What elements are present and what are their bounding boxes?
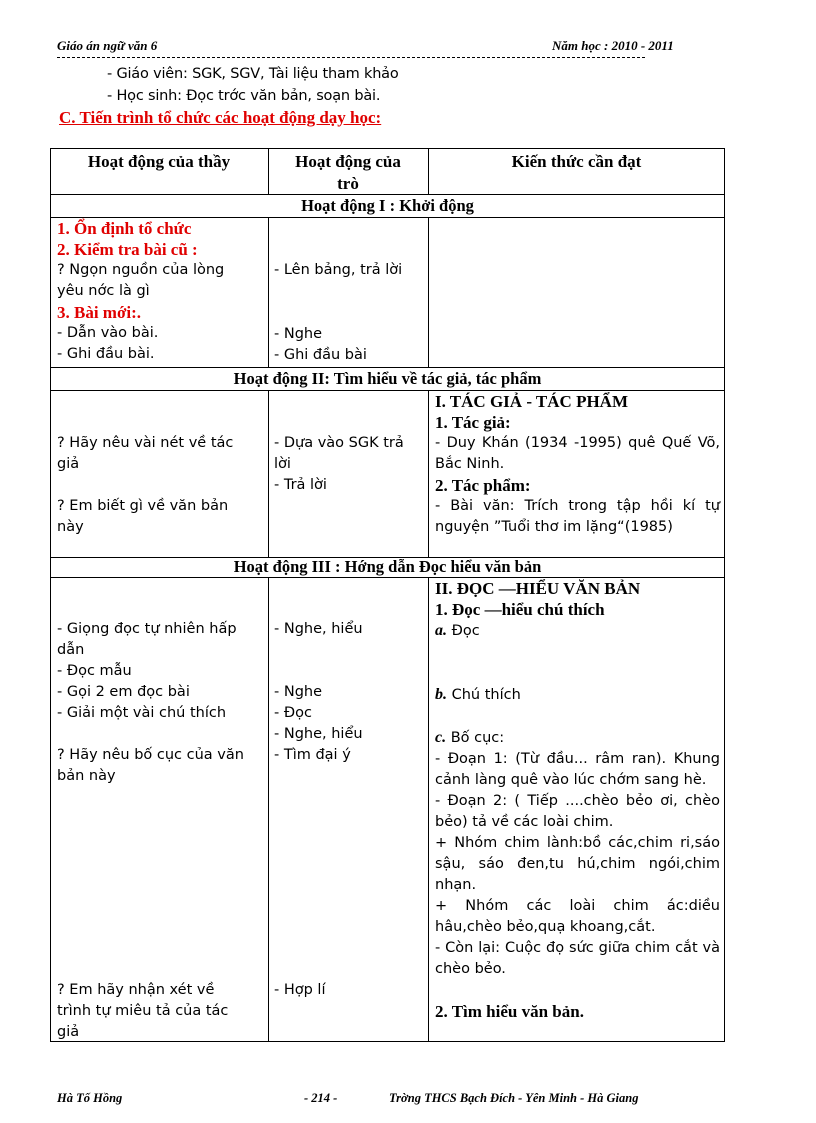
spacer <box>435 706 720 727</box>
question-line: giả <box>57 1024 80 1040</box>
question-line: ? Hãy nêu vài nét về tác <box>57 435 234 451</box>
activity-1-title: Hoạt động I : Khởi động <box>301 196 474 215</box>
header-subject: Giáo án ngữ văn 6 <box>57 38 158 53</box>
activity-2-knowledge <box>435 391 720 538</box>
activity-1-student-answer: - Lên bảng, trả lời <box>274 262 403 278</box>
section-title: C. Tiến trình tổ chức các hoạt động dạy học: <box>59 108 382 127</box>
teacher-line: - Đọc mẫu <box>57 663 132 679</box>
item-letter: b. <box>435 686 447 703</box>
footer-school: Trờng THCS Bạch Đích - Yên Minh - Hà Giang <box>389 1091 639 1105</box>
activity-3-student-3: - Hợp lí <box>274 982 326 998</box>
teacher-line: - Gọi 2 em đọc bài <box>57 684 190 700</box>
table-rule <box>268 390 269 557</box>
table-rule <box>268 217 269 367</box>
knowledge-text: - Đoạn 1: (Từ đầu... râm ran). Khung cảnh làng quê vào lúc chớm sang hè. <box>435 751 720 788</box>
knowledge-subheading: 2. Tác phẩm: <box>435 476 531 495</box>
table-rule <box>428 577 429 1041</box>
knowledge-heading: I. TÁC GIẢ - TÁC PHẨM <box>435 392 628 411</box>
step-stabilize: 1. Ổn định tổ chức <box>57 219 192 238</box>
question-line: này <box>57 519 84 535</box>
activity-3-teacher <box>57 619 265 787</box>
question-line: trình tự miêu tả của tác <box>57 1003 229 1019</box>
knowledge-item <box>435 727 720 749</box>
knowledge-text: - Còn lại: Cuộc đọ sức giữa chim cắt và chèo bẻo. <box>435 940 720 977</box>
knowledge-text: + Nhóm các loài chim ác:diều hâu,chèo bẻo,quạ khoang,cắt. <box>435 898 720 935</box>
knowledge-item <box>435 620 720 642</box>
header-student-line-1: Hoạt động của <box>295 152 401 171</box>
question-line: ? Ngọn nguồn của lòng <box>57 262 225 278</box>
spacer <box>435 663 720 684</box>
question-line: yêu nớc là gì <box>57 283 150 299</box>
footer-page-number: - 214 - <box>304 1091 338 1105</box>
spacer <box>435 980 720 1001</box>
prep-teacher: - Giáo viên: SGK, SGV, Tài liệu tham khảo <box>107 66 399 82</box>
table-rule <box>428 217 429 367</box>
activity-3-teacher-q2 <box>57 980 265 1043</box>
spacer <box>435 642 720 663</box>
item-letter: a. <box>435 622 447 639</box>
item-text: Chú thích <box>447 687 521 703</box>
activity-3-title: Hoạt động III : Hớng dẫn Đọc hiểu văn bản <box>233 557 542 576</box>
item-text: Bố cục: <box>446 730 505 746</box>
question-line: giả <box>57 456 80 472</box>
teacher-line: - Giải một vài chú thích <box>57 705 227 721</box>
teacher-line: - Giọng đọc tự nhiên hấp <box>57 621 237 637</box>
header-divider <box>57 57 645 58</box>
activity-2-teacher-q2 <box>57 496 265 538</box>
student-line: - Đọc <box>274 705 312 721</box>
knowledge-subheading: 2. Tìm hiểu văn bản. <box>435 1002 584 1021</box>
footer-author: Hà Tố Hồng <box>57 1091 123 1105</box>
header-student <box>268 151 428 195</box>
knowledge-text: - Bài văn: Trích trong tập hồi kí tự nguyện ”Tuổi thơ im lặng“(1985) <box>435 498 720 535</box>
knowledge-subheading: 1. Đọc —hiểu chú thích <box>435 600 605 619</box>
activity-2-title: Hoạt động II: Tìm hiểu về tác giả, tác phẩm <box>233 369 542 388</box>
teacher-line: - Dẫn vào bài. <box>57 325 159 341</box>
knowledge-text: - Duy Khán (1934 -1995) quê Quế Võ, Bắc Ninh. <box>435 435 720 472</box>
teacher-line: dẫn <box>57 642 85 658</box>
question-line: bản này <box>57 768 116 784</box>
header-teacher: Hoạt động của thầy <box>87 152 231 171</box>
student-line: - Dựa vào SGK trả <box>274 435 404 451</box>
knowledge-text: - Đoạn 2: ( Tiếp ....chèo bẻo ơi, chèo bẻo) tả về các loài chim. <box>435 793 720 830</box>
student-line: - Nghe, hiểu <box>274 726 363 742</box>
item-letter: c. <box>435 729 447 746</box>
activity-2-student <box>274 433 424 496</box>
prep-student: - Học sinh: Đọc trớc văn bản, soạn bài. <box>107 88 381 104</box>
activity-1-teacher <box>57 218 265 365</box>
knowledge-heading: II. ĐỌC —HIỂU VĂN BẢN <box>435 579 641 598</box>
student-line: - Tìm đại ý <box>274 747 351 763</box>
question-line: ? Em hãy nhận xét về <box>57 982 215 998</box>
knowledge-item <box>435 684 720 706</box>
activity-3-student-2 <box>274 682 424 766</box>
knowledge-text: + Nhóm chim lành:bồ các,chim ri,sáo sậu, sáo đen,tu hú,chim ngói,chim nhạn. <box>435 835 720 893</box>
teacher-line: - Ghi đầu bài. <box>57 346 155 362</box>
item-text: Đọc <box>447 623 480 639</box>
question-line: ? Hãy nêu bố cục của văn <box>57 747 244 763</box>
knowledge-subheading: 1. Tác giả: <box>435 413 511 432</box>
table-rule <box>428 390 429 557</box>
activity-3-student-1: - Nghe, hiểu <box>274 621 363 637</box>
header-knowledge: Kiến thức cần đạt <box>511 152 642 171</box>
student-line: lời <box>274 456 291 472</box>
student-line: - Nghe <box>274 684 323 700</box>
question-line: ? Em biết gì về văn bản <box>57 498 229 514</box>
step-new-lesson: 3. Bài mới:. <box>57 303 142 322</box>
header-student-line-2: trò <box>337 174 359 193</box>
student-line: - Trả lời <box>274 477 327 493</box>
activity-1-student-listen: - Nghe <box>274 326 323 342</box>
step-check-old-lesson: 2. Kiểm tra bài cũ : <box>57 240 198 259</box>
table-rule <box>268 577 269 1041</box>
spacer <box>57 724 265 745</box>
activity-3-knowledge <box>435 578 720 1022</box>
header-school-year: Năm học : 2010 - 2011 <box>552 38 674 53</box>
activity-2-teacher-q1 <box>57 433 265 475</box>
activity-1-student-note: - Ghi đầu bài <box>274 347 367 363</box>
